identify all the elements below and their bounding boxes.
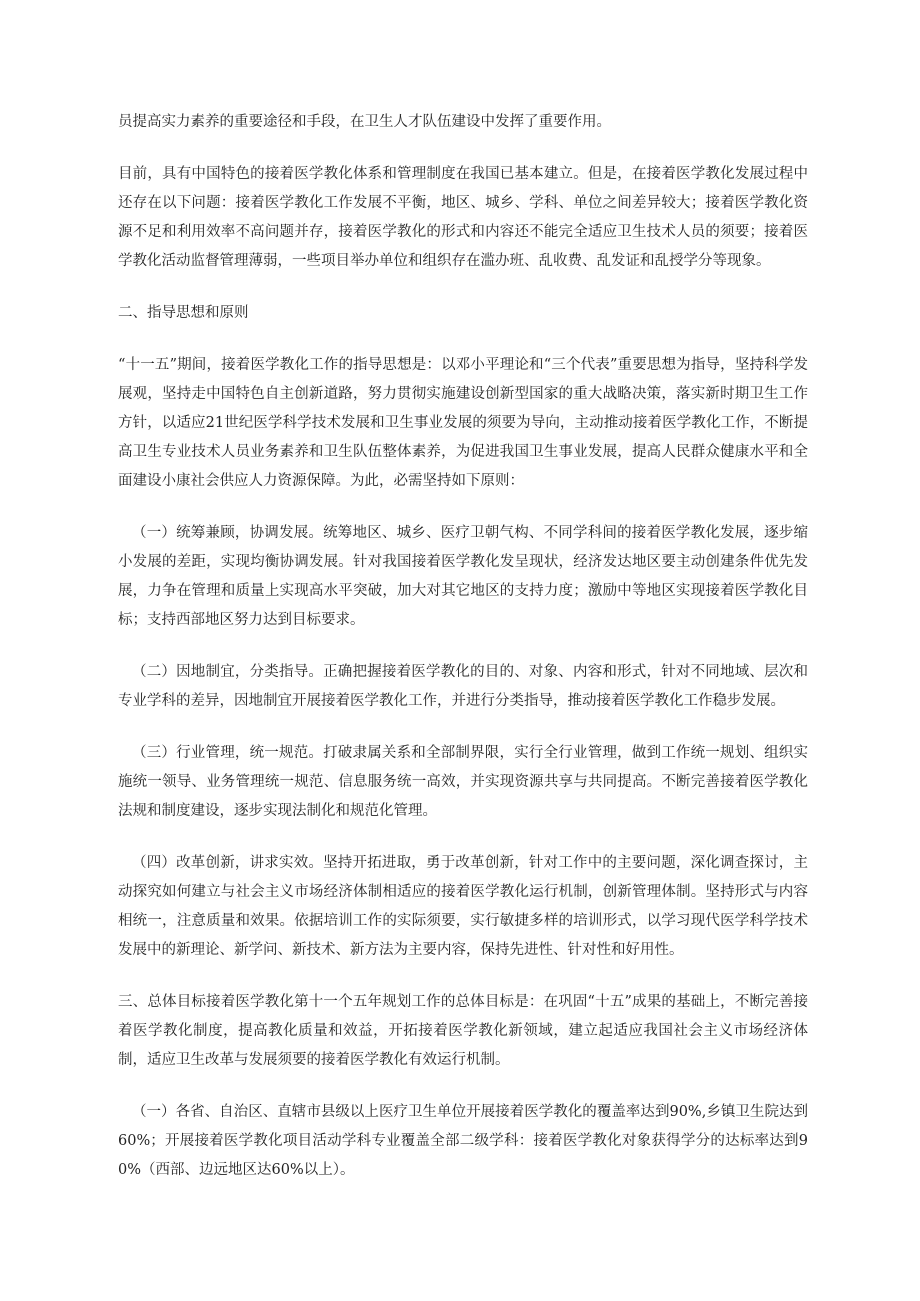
paragraph-principle-1: （一）统筹兼顾，协调发展。统筹地区、城乡、医疗卫朝气构、不同学科间的接着医学教化发展，逐步缩小发展的差距，实现均衡协调发展。针对我国接着医学教化发呈现状，经济发达地区要主动创建条件优先发展，力争在管理和质量上实现高水平突破，加大对其它地区的支持力度；激励中等地区实现接着医学教化目标；支持西部地区努力达到目标要求。 bbox=[118, 525, 808, 628]
paragraph-guiding-ideology: “十一五”期间，接着医学教化工作的指导思想是：以邓小平理论和“三个代表”重要思想为指导，坚持科学发展观，坚持走中国特色自主创新道路，努力贯彻实施建设创新型国家的重大战略决策，落实新时期卫生工作方针，以适应21世纪医学科学技术发展和卫生事业发展的须要为导向，主动推动接着医学教化工作，不断提高卫生专业技术人员业务素养和卫生队伍整体素养，为促进我国卫生事业发展，提高人民群众健康水平和全面建设小康社会供应人力资源保障。为此，必需坚持如下原则： bbox=[118, 357, 808, 489]
paragraph-principle-4: （四）改革创新，讲求实效。坚持开拓进取，勇于改革创新，针对工作中的主要问题，深化调查探讨，主动探究如何建立与社会主义市场经济体制相适应的接着医学教化运行机制，创新管理体制。坚持形式与内容相统一，注意质量和效果。依据培训工作的实际须要，实行敏捷多样的培训形式，以学习现代医学科学技术发展中的新理论、新学问、新技术、新方法为主要内容，保持先进性、针对性和好用性。 bbox=[118, 855, 808, 958]
section-heading-guiding-principles: 二、指导思想和原则 bbox=[118, 305, 249, 321]
paragraph-principle-2: （二）因地制宜，分类指导。正确把握接着医学教化的目的、对象、内容和形式，针对不同地域、层次和专业学科的差异，因地制宜开展接着医学教化工作，并进行分类指导，推动接着医学教化工作稳步发展。 bbox=[118, 664, 808, 709]
paragraph-goal-1: （一）各省、自治区、直辖市县级以上医疗卫生单位开展接着医学教化的覆盖率达到90%,乡镇卫生院达到60%；开展接着医学教化项目活动学科专业覆盖全部二级学科：接着医学教化对象获得学分的达标率达到90%（西部、边远地区达60%以上）。 bbox=[118, 1104, 808, 1178]
paragraph-current-problems: 目前，具有中国特色的接着医学教化体系和管理制度在我国已基本建立。但是，在接着医学教化发展过程中还存在以下问题：接着医学教化工作发展不平衡，地区、城乡、学科、单位之间差异较大；接着医学教化资源不足和利用效率不高问题并存，接着医学教化的形式和内容还不能完全适应卫生技术人员的须要；接着医学教化活动监督管理薄弱，一些项目举办单位和组织存在滥办班、乱收费、乱发证和乱授学分等现象。 bbox=[118, 166, 808, 269]
document-body bbox=[118, 108, 808, 1208]
section-heading-overall-goals: 三、总体目标接着医学教化第十一个五年规划工作的总体目标是：在巩固“十五”成果的基础上，不断完善接着医学教化制度，提高教化质量和效益，开拓接着医学教化新领域，建立起适应我国社会主义市场经济体制，适应卫生改革与发展须要的接着医学教化有效运行机制。 bbox=[118, 994, 808, 1068]
paragraph-principle-3: （三）行业管理，统一规范。打破隶属关系和全部制界限，实行全行业管理，做到工作统一规划、组织实施统一领导、业务管理统一规范、信息服务统一高效，并实现资源共享与共同提高。不断完善接着医学教化法规和制度建设，逐步实现法制化和规范化管理。 bbox=[118, 745, 808, 819]
paragraph-continuation: 员提高实力素养的重要途径和手段，在卫生人才队伍建设中发挥了重要作用。 bbox=[118, 114, 611, 130]
